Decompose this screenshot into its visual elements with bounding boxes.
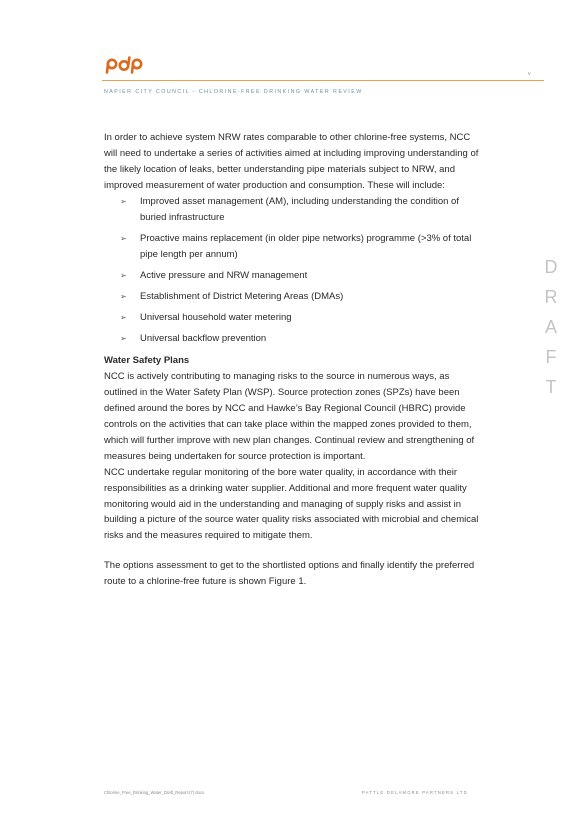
bullet-arrow-icon: ➢ xyxy=(120,233,127,243)
list-item xyxy=(104,268,482,284)
bullet-arrow-icon: ➢ xyxy=(120,196,127,206)
list-item-text: Universal backflow prevention xyxy=(140,333,267,345)
paragraph: NCC is actively contributing to managing risks to the source in numerous ways, as outlined in the Water Safety Plan (WSP). Source protection zones (SPZs) have been defined around the bores by NCC and Hawke’s Bay Regional Council (HBRC) provide controls on the activities that can take place within the mapped zones provided to them, which will further improve with new plan changes. Continual review and strengthening of measures being undertaken for source protection is important. xyxy=(104,371,475,462)
list-item-text: Proactive mains replacement (in older pipe networks) programme (>3% of total pipe length per annum) xyxy=(140,232,472,260)
bullet-arrow-icon: ➢ xyxy=(120,270,127,280)
document-body xyxy=(104,130,482,590)
draft-letter: F xyxy=(545,347,557,367)
list-item-text: Improved asset management (AM), including understanding the condition of buried infrastructure xyxy=(140,195,459,223)
header-rule xyxy=(102,80,544,81)
bullet-arrow-icon: ➢ xyxy=(120,313,127,323)
paragraph: NCC undertake regular monitoring of the bore water quality, in accordance with their responsibilities as a drinking water supplier. Additional and more frequent water quality monitoring would aid in the understanding and managing of supply risks and assist in building a picture of the source water quality risks associated with microbial and chemical risks and the measures required to mitigate them. xyxy=(104,466,479,542)
intro-paragraph: In order to achieve system NRW rates comparable to other chlorine-free systems, NCC will need to undertake a series of activities aimed at including improving understanding of the likely location of leaks, better understanding pipe materials subject to NRW, and improved measurement of water production and consumption. These will include: xyxy=(104,132,479,191)
draft-watermark xyxy=(541,252,561,402)
bullet-arrow-icon: ➢ xyxy=(120,292,127,302)
bullet-arrow-icon: ➢ xyxy=(120,334,127,344)
pdp-logo xyxy=(105,56,145,74)
list-item xyxy=(104,331,482,347)
footer-file-name: Chlorine_Free_Drinking_Water_Draft_Report (7).docx xyxy=(104,790,205,795)
running-head-title: NAPIER CITY COUNCIL - CHLORINE-FREE DRINKING WATER REVIEW xyxy=(104,89,363,95)
list-item-text: Establishment of District Metering Areas (DMAs) xyxy=(140,291,344,303)
section-heading: Water Safety Plans xyxy=(104,355,190,367)
list-item-text: Active pressure and NRW management xyxy=(140,269,308,281)
activity-list xyxy=(104,194,482,348)
page-number: v xyxy=(528,71,531,77)
list-item xyxy=(104,289,482,305)
draft-letter: R xyxy=(544,287,558,307)
list-item xyxy=(104,310,482,326)
list-item-text: Universal household water metering xyxy=(140,312,292,324)
paragraph: The options assessment to get to the shortlisted options and finally identify the preferred route to a chlorine-free future is shown Figure 1. xyxy=(104,560,475,588)
footer-company: PATTLE DELAMORE PARTNERS LTD xyxy=(362,790,468,795)
draft-letter: T xyxy=(545,377,557,397)
draft-letter: D xyxy=(544,257,558,277)
list-item xyxy=(104,194,482,226)
list-item xyxy=(104,231,482,263)
draft-letter: A xyxy=(544,317,557,337)
